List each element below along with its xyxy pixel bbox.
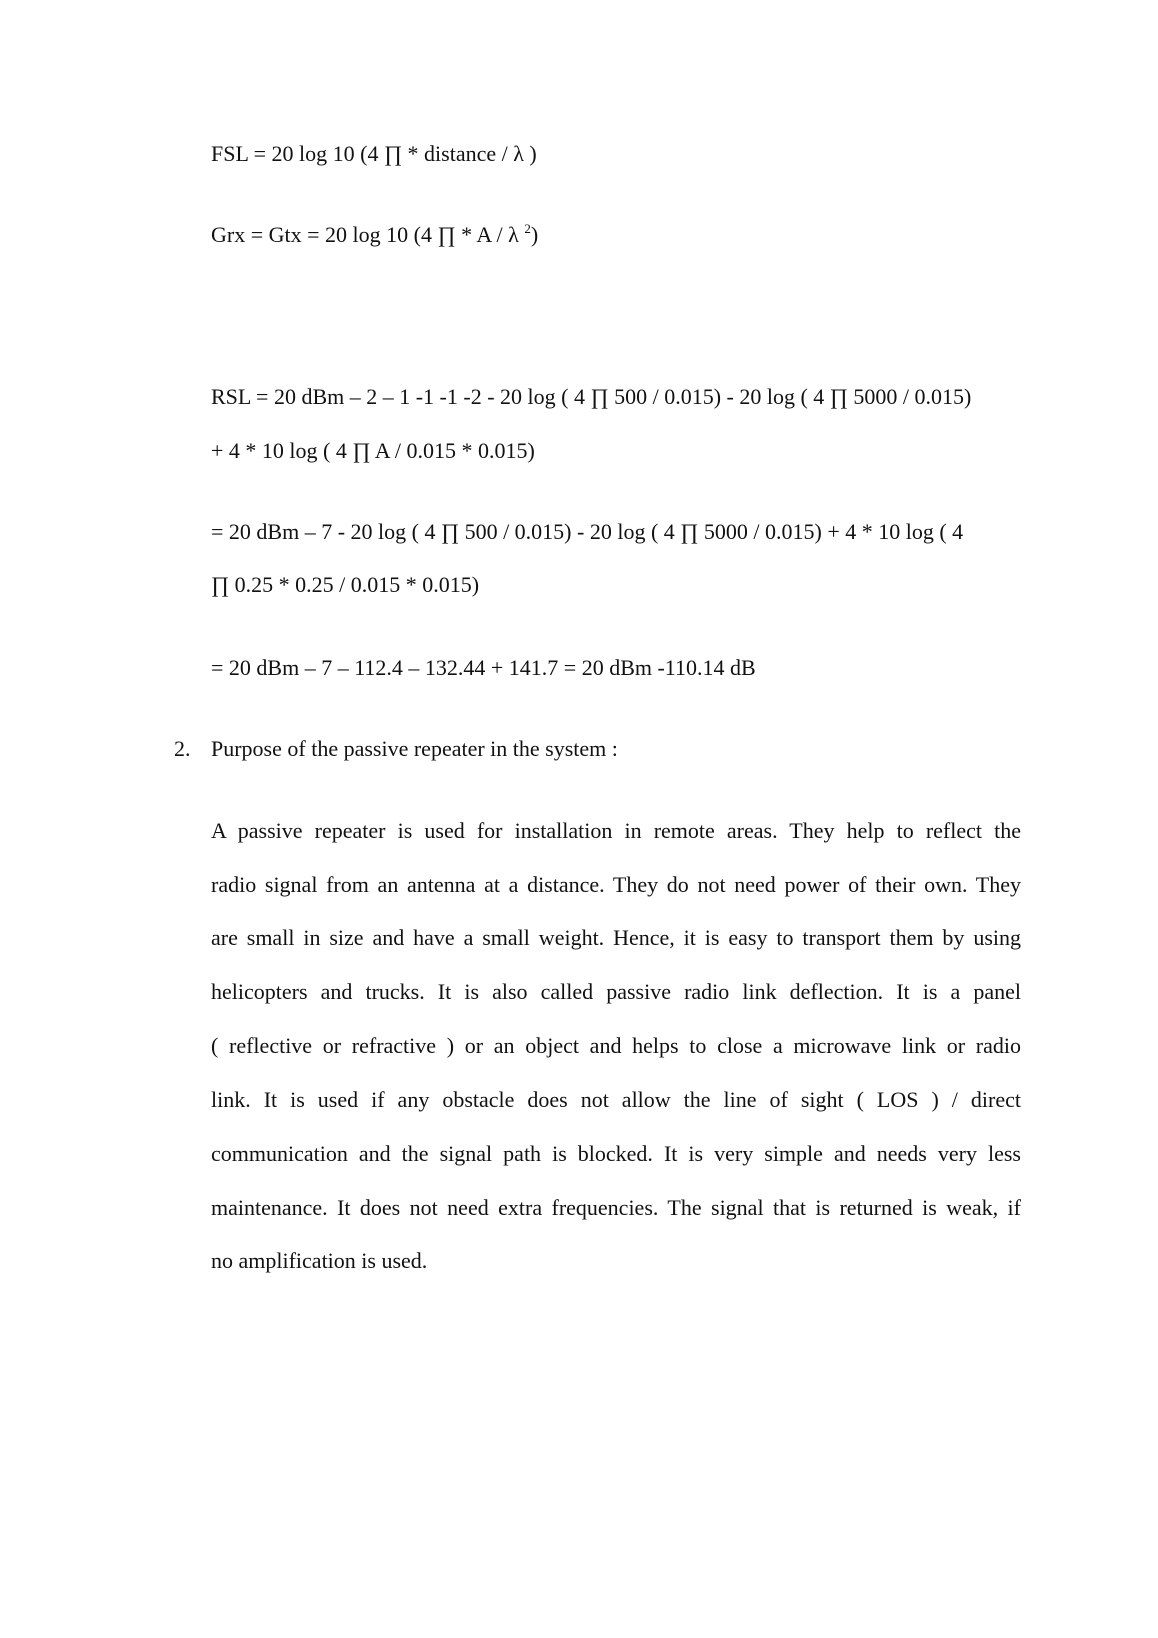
gain-equation xyxy=(211,222,538,248)
section-number: 2. xyxy=(174,736,191,761)
rsl-step2-line-1: = 20 dBm – 7 - 20 log ( 4 ∏ 500 / 0.015) - 20 log ( 4 ∏ 5000 / 0.015) + 4 * 10 log ( 4 xyxy=(211,519,964,544)
rsl-step2-line-2: ∏ 0.25 * 0.25 / 0.015 * 0.015) xyxy=(211,572,480,597)
paragraph-line: are small in size and have a small weight. Hence, it is easy to transport them by using xyxy=(211,925,1021,950)
gain-equation-main: Grx = Gtx = 20 log 10 (4 ∏ * A / λ xyxy=(211,222,525,247)
section-heading: Purpose of the passive repeater in the system : xyxy=(211,736,618,761)
gain-equation-exponent: 2 xyxy=(524,221,531,236)
gain-equation-close: ) xyxy=(530,222,539,247)
rsl-equation-line-2: + 4 * 10 log ( 4 ∏ A / 0.015 * 0.015) xyxy=(211,438,535,463)
paragraph-last-line: no amplification is used. xyxy=(211,1248,428,1273)
rsl-equation-line-1: RSL = 20 dBm – 2 – 1 -1 -1 -2 - 20 log ( 4 ∏ 500 / 0.015) - 20 log ( 4 ∏ 5000 / 0.015) xyxy=(211,384,972,409)
paragraph-line: A passive repeater is used for installation in remote areas. They help to reflect the xyxy=(211,818,1021,843)
paragraph-line: link. It is used if any obstacle does not allow the line of sight ( LOS ) / direct xyxy=(211,1087,1021,1112)
paragraph-line: ( reflective or refractive ) or an object and helps to close a microwave link or radio xyxy=(211,1033,1021,1058)
paragraph-line: communication and the signal path is blocked. It is very simple and needs very less xyxy=(211,1141,1021,1166)
fsl-equation: FSL = 20 log 10 (4 ∏ * distance / λ ) xyxy=(211,141,537,166)
rsl-result: = 20 dBm – 7 – 112.4 – 132.44 + 141.7 = 20 dBm -110.14 dB xyxy=(211,655,756,680)
paragraph-line: radio signal from an antenna at a distance. They do not need power of their own. They xyxy=(211,872,1021,897)
paragraph-line: helicopters and trucks. It is also called passive radio link deflection. It is a panel xyxy=(211,979,1021,1004)
paragraph-line: maintenance. It does not need extra frequencies. The signal that is returned is weak, if xyxy=(211,1195,1021,1220)
